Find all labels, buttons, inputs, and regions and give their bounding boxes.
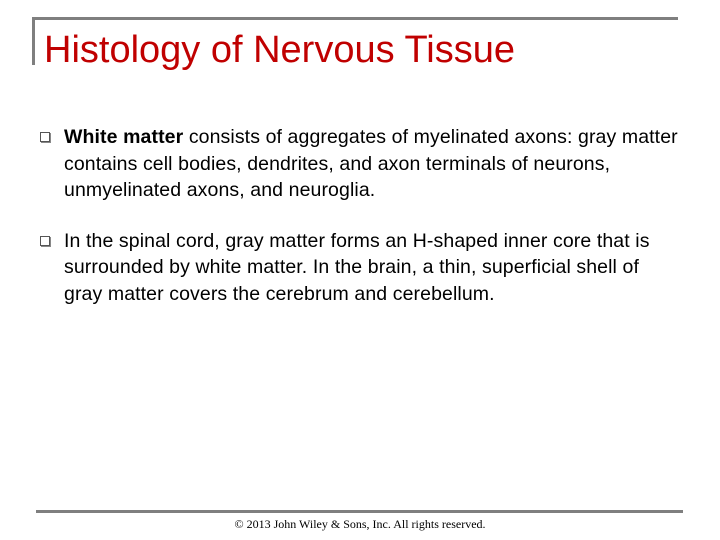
bullet-body: In the spinal cord, gray matter forms an H-shaped inner core that is surrounded by white matter. In the brain, a thin, superficial shell of gray matter covers the cerebrum and cerebellum. (64, 229, 650, 305)
bullet-list (38, 124, 678, 307)
bullet-lead-term: White matter (64, 126, 184, 148)
slide-title: Histology of Nervous Tissue (44, 29, 515, 71)
title-top-rule (32, 17, 678, 20)
bullet-item-white-matter (38, 124, 678, 204)
bullet-body: consists of aggregates of myelinated axons: gray matter contains cell bodies, dendrites, and axon terminals of neurons, unmyelinated axons, and neuroglia. (64, 126, 678, 201)
bullet-item-gray-matter (38, 228, 678, 308)
bullet-text (64, 230, 650, 305)
title-left-rule (32, 17, 35, 65)
bullet-text (64, 126, 678, 201)
footer-rule (36, 510, 683, 513)
hollow-square-bullet-icon (40, 132, 50, 142)
footer-copyright: © 2013 John Wiley & Sons, Inc. All rights reserved. (234, 517, 486, 531)
hollow-square-bullet-icon (40, 236, 50, 246)
